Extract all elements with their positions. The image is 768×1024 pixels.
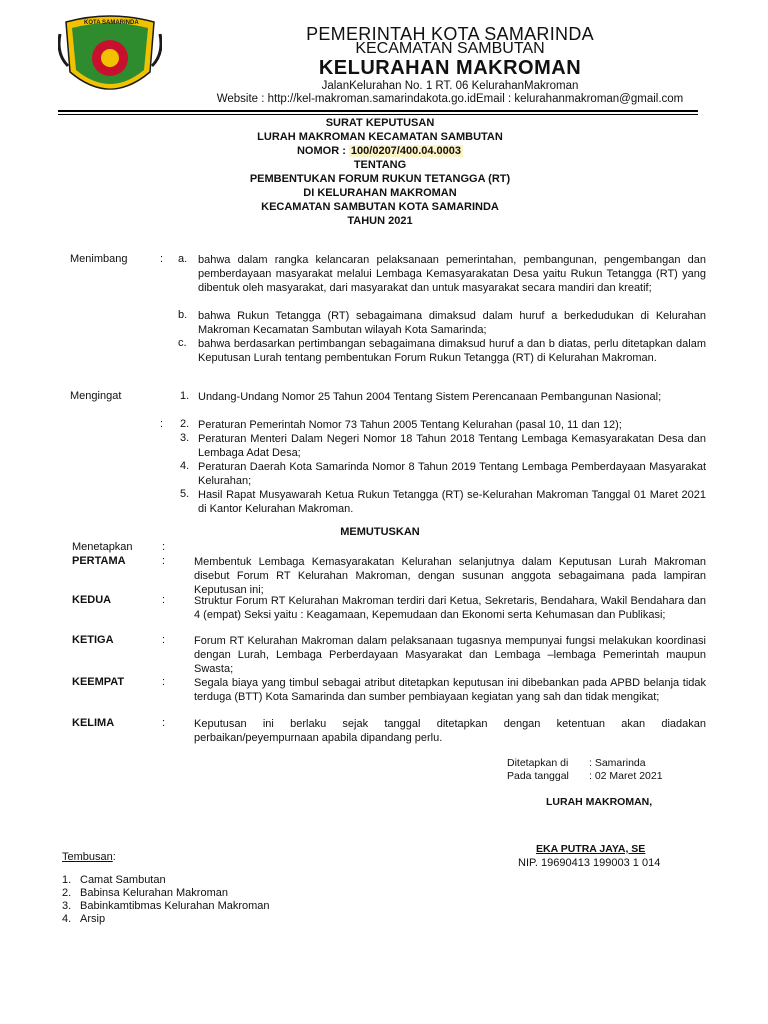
decision-colon-kedua: : (162, 594, 166, 606)
tembusan-label: Tembusan (62, 851, 113, 863)
decision-label-kedua: KEDUA (72, 594, 112, 606)
menimbang-item-a: bahwa dalam rangka kelancaran pelaksanaan pemerintahan, pembangunan, pengembangan dan pemberdayaan masyarakat melalui Lembaga Kemasyarakatan Desa yaitu Rukun Tetangga (RT) yang dibentuk oleh masyarakat, dari masyarakat dan untuk masyarakat secara mandiri dan kreatif; (198, 254, 706, 294)
mengingat-marker-5: 5. (180, 488, 190, 500)
decision-colon-keempat: : (162, 676, 166, 688)
decree-number-value: 100/0207/400.04.0003 (350, 145, 462, 157)
city-emblem-logo (58, 14, 162, 102)
mengingat-item-3: Peraturan Menteri Dalam Negeri Nomor 18 Tahun 2018 Tentang Lembaga Kemasyarakatan Desa dan Lembaga Adat Desa; (198, 433, 706, 459)
decision-colon-kelima: : (162, 717, 166, 729)
menimbang-item-c: bahwa berdasarkan pertimbangan sebagaimana dimaksud huruf a dan b diatas, perlu ditetapkan dalam Keputusan Lurah tentang pembentukan Forum Rukun Tetangga (RT) di Kelurahan Makroman. (198, 338, 706, 364)
signature-official-title: LURAH MAKROMAN, (546, 796, 653, 808)
decision-label-ketiga: KETIGA (72, 634, 114, 646)
letterhead-contact: Website : http://kel-makroman.samarindakota.go.idEmail : kelurahanmakroman@gmail.com (216, 93, 684, 105)
letterhead-government: PEMERINTAH KOTA SAMARINDA (306, 24, 594, 44)
tembusan-colon: : (112, 851, 116, 863)
decree-number (160, 145, 600, 157)
mengingat-item-5: Hasil Rapat Musyawarah Ketua Rukun Tetangga (RT) se-Kelurahan Makroman Tanggal 01 Maret 2021 di Kantor Kelurahan Makroman. (198, 489, 706, 515)
letterhead-rule-thin (58, 114, 698, 115)
decision-text-ketiga: Forum RT Kelurahan Makroman dalam pelaksanaan tugasnya mempunyai fungsi melakukan koordinasi dengan Lurah, Lembaga Perberdayaan Masyarakat dan Lembaga –lembaga Pemerintah maupun Swasta; (194, 635, 706, 675)
decree-number-label: NOMOR : (296, 145, 346, 157)
tembusan-marker-2: 2. (62, 887, 72, 899)
decision-text-kedua: Struktur Forum RT Kelurahan Makroman terdiri dari Ketua, Sekretaris, Bendahara, Wakil Bendahara dan 4 (empat) Seksi yaitu : Keagamaan, Kepemudaan dan Ekonomi serta Kehumasan dan Publikasi; (194, 595, 706, 621)
menimbang-marker-c: c. (178, 337, 187, 349)
tembusan-item-3: Babinkamtibmas Kelurahan Makroman (80, 900, 270, 912)
letterhead-address: JalanKelurahan No. 1 RT. 06 KelurahanMakroman (321, 80, 579, 92)
mengingat-marker-2: 2. (180, 418, 190, 430)
signature-place-value: : Samarinda (589, 757, 646, 769)
tembusan-item-1: Camat Sambutan (80, 874, 166, 886)
menetapkan-label: Menetapkan (72, 541, 133, 553)
logo-ribbon-text: KOTA SAMARINDA (84, 20, 139, 26)
decree-subject-location: DI KELURAHAN MAKROMAN (303, 187, 457, 199)
decision-text-pertama: Membentuk Lembaga Kemasyarakatan Kelurahan selanjutnya dalam Keputusan Lurah Makroman disebut Forum RT Kelurahan Makroman, dengan susunan anggota sebagaimana pada lampiran Keputusan ini; (194, 556, 706, 596)
letterhead-district: KECAMATAN SAMBUTAN (355, 40, 545, 57)
decision-label-keempat: KEEMPAT (72, 676, 125, 688)
tembusan-item-2: Babinsa Kelurahan Makroman (80, 887, 228, 899)
signature-date-value: : 02 Maret 2021 (589, 770, 663, 782)
tembusan-item-4: Arsip (80, 913, 106, 925)
mengingat-item-4: Peraturan Daerah Kota Samarinda Nomor 8 Tahun 2019 Tentang Lembaga Pemberdayaan Masyarakat Kelurahan; (198, 461, 706, 487)
decision-colon-pertama: : (162, 555, 166, 567)
mengingat-item-2: Peraturan Pemerintah Nomor 73 Tahun 2005 Tentang Kelurahan (pasal 10, 11 dan 12); (198, 419, 622, 431)
decision-label-pertama: PERTAMA (72, 555, 126, 567)
mengingat-item-1: Undang-Undang Nomor 25 Tahun 2004 Tentang Sistem Perencanaan Pembangunan Nasional; (198, 391, 662, 403)
menimbang-marker-b: b. (178, 309, 188, 321)
tembusan-marker-1: 1. (62, 874, 72, 886)
tembusan-heading (62, 851, 116, 863)
letterhead-rule-thick (58, 110, 698, 112)
tembusan-marker-4: 4. (62, 913, 72, 925)
letterhead-village: KELURAHAN MAKROMAN (318, 57, 582, 79)
menimbang-label: Menimbang (70, 253, 128, 265)
decision-colon-ketiga: : (162, 634, 166, 646)
decree-subject-district: KECAMATAN SAMBUTAN KOTA SAMARINDA (261, 201, 499, 213)
menimbang-marker-a: a. (178, 253, 188, 265)
signature-official-name: EKA PUTRA JAYA, SE (536, 843, 646, 855)
decree-about: TENTANG (353, 159, 407, 171)
menimbang-colon: : (160, 253, 164, 265)
decree-issuer: LURAH MAKROMAN KECAMATAN SAMBUTAN (257, 131, 503, 143)
decision-text-keempat: Segala biaya yang timbul sebagai atribut ditetapkan keputusan ini dibebankan pada APBD belanja tidak terduga (BTT) Kota Samarinda dan sumber pembiayaan kegiatan yang sah dan tidak mengikat; (194, 677, 706, 703)
decision-label-kelima: KELIMA (72, 717, 115, 729)
mengingat-colon: : (160, 418, 164, 430)
signature-official-nip: NIP. 19690413 199003 1 014 (518, 857, 661, 869)
menimbang-item-b: bahwa Rukun Tetangga (RT) sebagaimana dimaksud dalam huruf a berkedudukan di Kelurahan Makroman Kecamatan Sambutan wilayah Kota Samarinda; (198, 310, 706, 336)
signature-place-label: Ditetapkan di (507, 757, 569, 769)
decree-title: SURAT KEPUTUSAN (325, 117, 435, 129)
tembusan-marker-3: 3. (62, 900, 72, 912)
mengingat-label: Mengingat (70, 390, 122, 402)
mengingat-marker-4: 4. (180, 460, 190, 472)
memutuskan-heading: MEMUTUSKAN (340, 526, 420, 538)
decree-subject: PEMBENTUKAN FORUM RUKUN TETANGGA (RT) (249, 173, 511, 185)
decree-year: TAHUN 2021 (347, 215, 413, 227)
mengingat-marker-3: 3. (180, 432, 190, 444)
mengingat-marker-1: 1. (180, 390, 190, 402)
signature-date-label: Pada tanggal (507, 770, 569, 782)
decision-text-kelima: Keputusan ini berlaku sejak tanggal ditetapkan dengan ketentuan akan diadakan perbaikan/peyempurnaan apabila dipandang perlu. (194, 718, 706, 744)
menetapkan-colon: : (162, 541, 166, 553)
